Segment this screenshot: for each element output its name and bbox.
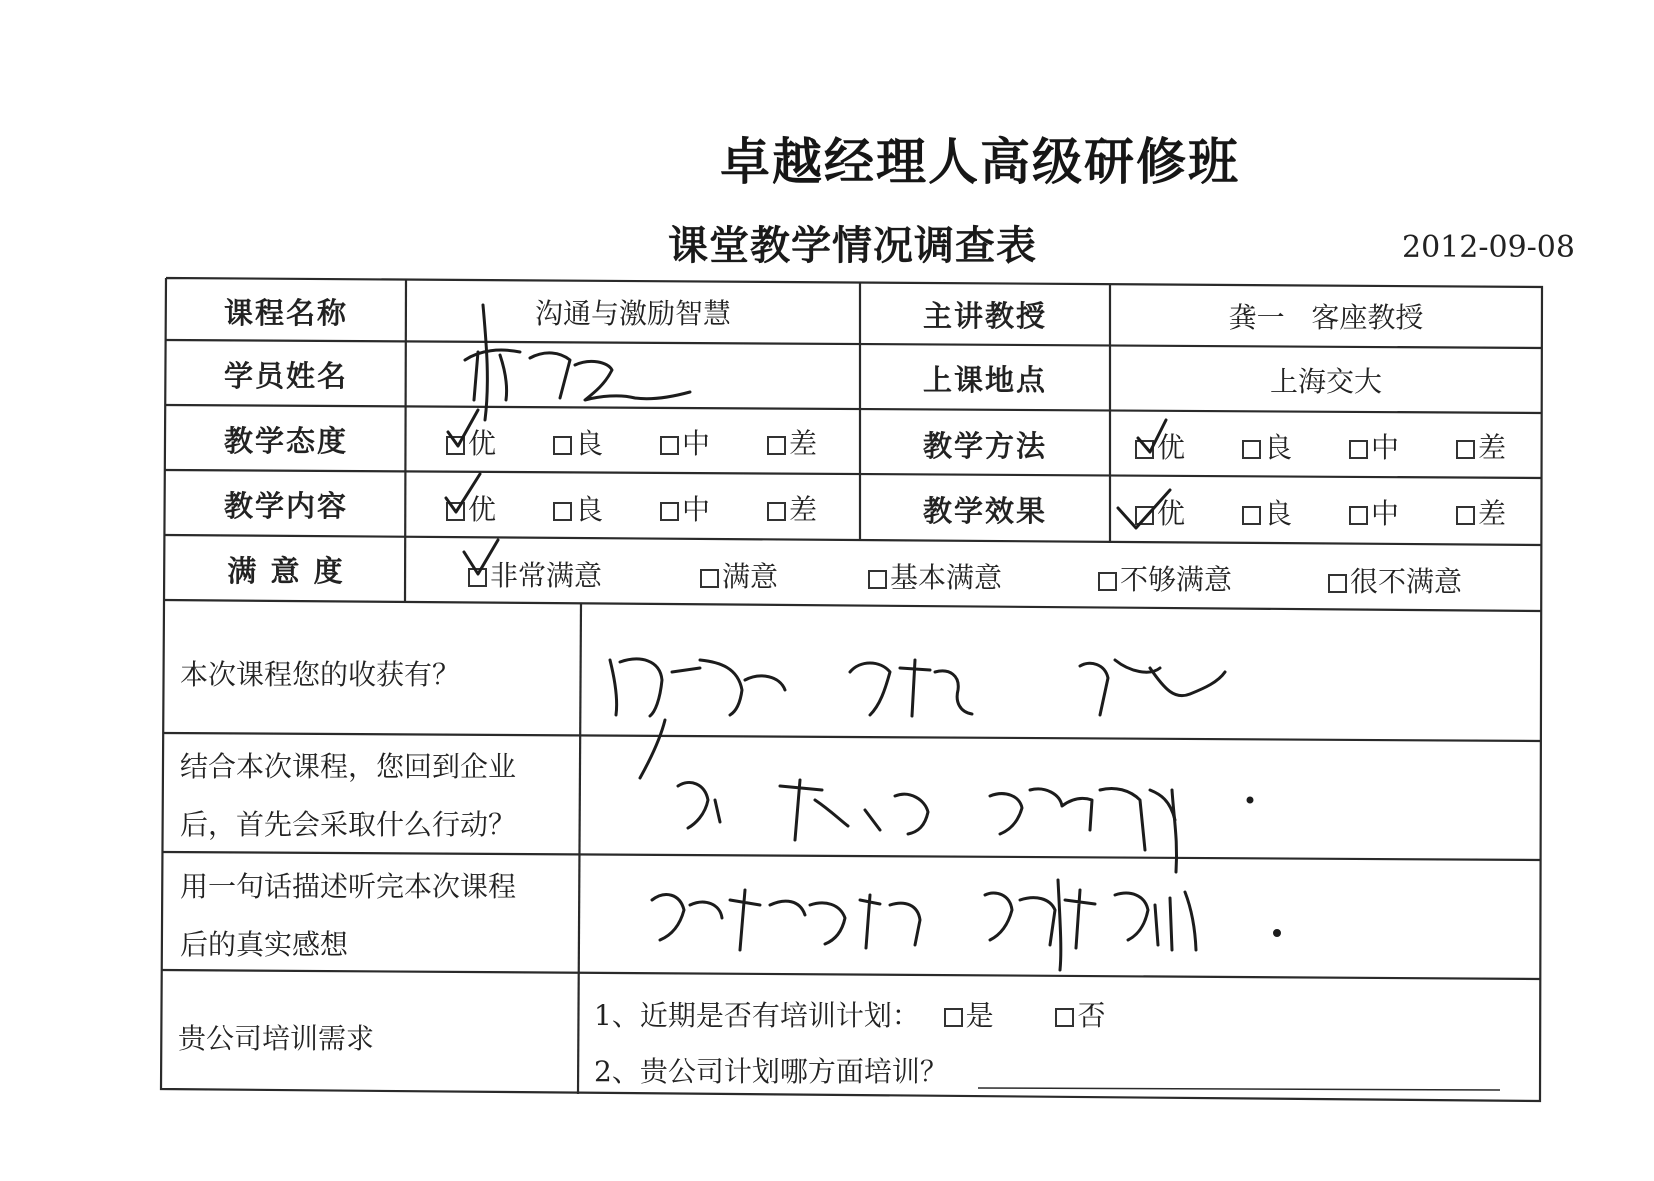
effect-option-poor[interactable]: 差 <box>1456 492 1506 532</box>
form-date: 2012-09-08 <box>1402 230 1575 265</box>
checkmark-icon <box>448 410 478 446</box>
satisfaction-label: 满 意 度 <box>227 553 345 588</box>
training-area-question: 2、贵公司计划哪方面培训？ <box>594 1055 948 1088</box>
attitude-option-excellent[interactable]: 优 <box>446 422 496 462</box>
action-question-label-line2: 后，首先会采取什么行动？ <box>180 808 517 841</box>
feeling-question-label-line2: 后的真实感想 <box>180 928 349 961</box>
form-subtitle: 课堂教学情况调查表 <box>668 223 1037 269</box>
effect-option-excellent[interactable]: 优 <box>1135 492 1185 532</box>
checkmark-icon <box>464 540 498 574</box>
content-option-excellent[interactable]: 优 <box>446 488 496 528</box>
effect-option-good[interactable]: 良 <box>1242 492 1292 532</box>
course-name-label: 课程名称 <box>223 295 348 330</box>
training-needs-label: 贵公司培训需求 <box>178 1022 375 1055</box>
lecturer-value: 龚一 客座教授 <box>1228 301 1424 334</box>
method-option-fair[interactable]: 中 <box>1349 426 1399 466</box>
training-plan-yes[interactable]: 是 <box>965 999 994 1032</box>
attitude-option-good[interactable]: 良 <box>553 422 603 462</box>
attitude-option-poor[interactable]: 差 <box>767 422 817 462</box>
content-option-poor[interactable]: 差 <box>767 488 817 528</box>
attitude-option-fair[interactable]: 中 <box>660 422 710 462</box>
teaching-method-label: 教学方法 <box>922 428 1047 463</box>
student-name-label: 学员姓名 <box>223 358 348 393</box>
training-plan-no[interactable]: 否 <box>1077 999 1106 1032</box>
teaching-attitude-label: 教学态度 <box>223 423 348 458</box>
location-value: 上海交大 <box>1269 365 1382 398</box>
content-option-good[interactable]: 良 <box>553 488 603 528</box>
satisfaction-option-very-satisfied[interactable]: 非常满意 <box>468 554 602 594</box>
training-plan-question-text: 1、近期是否有培训计划： <box>594 999 920 1032</box>
method-option-excellent[interactable]: 优 <box>1135 426 1185 466</box>
course-name-value: 沟通与激励智慧 <box>534 297 731 330</box>
action-question-label-line1: 结合本次课程，您回到企业 <box>180 750 517 783</box>
gain-question-label: 本次课程您的收获有？ <box>180 658 461 691</box>
location-label: 上课地点 <box>922 362 1047 397</box>
form-title: 卓越经理人高级研修班 <box>720 133 1240 191</box>
checkmark-icon <box>1118 490 1170 528</box>
satisfaction-option-not-satisfied[interactable]: 不够满意 <box>1098 558 1232 598</box>
feeling-question-label-line1: 用一句话描述听完本次课程 <box>180 870 517 903</box>
effect-option-fair[interactable]: 中 <box>1349 492 1399 532</box>
checkmark-icon <box>1138 420 1166 452</box>
satisfaction-option-satisfied[interactable]: 满意 <box>700 555 778 595</box>
teaching-content-label: 教学内容 <box>223 488 348 523</box>
satisfaction-option-very-unsatisfied[interactable]: 很不满意 <box>1328 560 1462 600</box>
lecturer-label: 主讲教授 <box>922 298 1047 333</box>
satisfaction-option-basically-satisfied[interactable]: 基本满意 <box>868 556 1002 596</box>
teaching-effect-label: 教学效果 <box>922 493 1047 528</box>
method-option-poor[interactable]: 差 <box>1456 426 1506 466</box>
content-option-fair[interactable]: 中 <box>660 488 710 528</box>
checkmark-icon <box>446 474 480 512</box>
method-option-good[interactable]: 良 <box>1242 426 1292 466</box>
